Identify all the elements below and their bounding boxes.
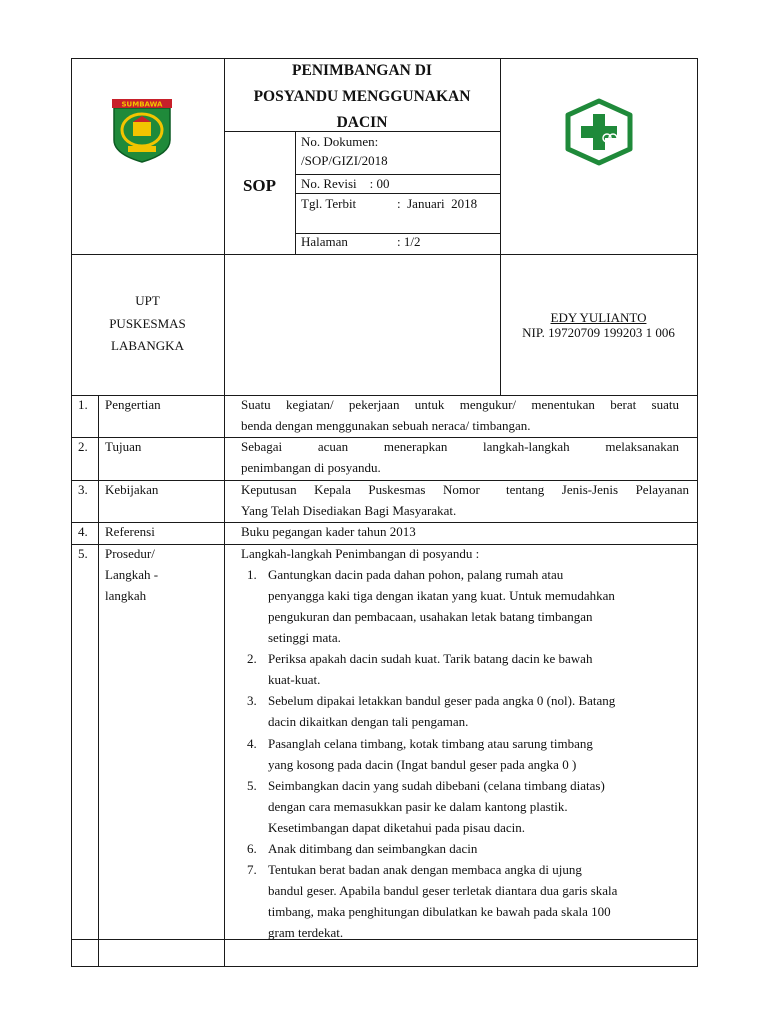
step-line: yang kosong pada dacin (Ingat bandul geser pada angka 0 ) (268, 757, 577, 772)
step-line: pengukuran dan pembacaan, usahakan letak batang timbangan (268, 609, 593, 624)
step-line: Sebelum dipakai letakkan bandul geser pada angka 0 (nol). Batang (268, 693, 616, 708)
page-label: Halaman (301, 234, 348, 249)
step-line: Pasanglah celana timbang, kotak timbang atau sarung timbang (268, 736, 593, 751)
step-line: dengan cara memasukkan pasir ke dalam kantong plastik. (268, 799, 568, 814)
step-line: Tentukan berat badan anak dengan membaca angka di ujung (268, 862, 582, 877)
revision-number: No. Revisi : 00 (301, 176, 390, 191)
title-line-3: DACIN (336, 114, 388, 131)
step-number: 3. (247, 693, 257, 708)
section-label-prosedur: langkah (105, 588, 147, 603)
step-line: penyangga kaki tiga dengan ikatan yang kuat. Untuk memudahkan (268, 588, 615, 603)
doc-number-label: No. Dokumen: (301, 134, 379, 149)
section-number: 2. (78, 439, 88, 454)
section-number: 5. (78, 546, 88, 561)
puskesmas-logo (562, 98, 636, 166)
step-number: 6. (247, 841, 257, 856)
section-number: 1. (78, 397, 88, 412)
step-line: Periksa apakah dacin sudah kuat. Tarik batang dacin ke bawah (268, 651, 593, 666)
section-number: 3. (78, 482, 88, 497)
step-number: 4. (247, 736, 257, 751)
step-line: Kesetimbangan dapat diketahui pada pisau dacin. (268, 820, 526, 835)
section-text-line: benda dengan menggunakan sebuah neraca/ timbangan. (241, 418, 531, 433)
step-line: gram terdekat. (268, 925, 344, 940)
regency-crest-icon (108, 96, 176, 164)
step-line: Gantungkan dacin pada dahan pohon, palang rumah atau (268, 567, 564, 582)
step-number: 5. (247, 778, 257, 793)
step-line: Anak ditimbang dan seimbangkan dacin (268, 841, 478, 856)
logo-banner-text: SUMBAWA (121, 100, 163, 109)
institution-name (71, 290, 224, 358)
sop-label: SOP (242, 176, 277, 195)
section-label-prosedur: Prosedur/ (105, 546, 155, 561)
signatory (500, 310, 697, 340)
issue-date-label: Tgl. Terbit (301, 196, 357, 211)
step-line: kuat-kuat. (268, 672, 321, 687)
signatory-nip: NIP. 19720709 199203 1 006 (522, 325, 675, 340)
section-text-line: penimbangan di posyandu. (241, 460, 381, 475)
step-line: Seimbangkan dacin yang sudah dibebani (celana timbang diatas) (268, 778, 605, 793)
section-text-line: Suatu kegiatan/ pekerjaan untuk mengukur/ menentukan berat suatu (241, 397, 679, 412)
step-line: setinggi mata. (268, 630, 341, 645)
doc-number-value: /SOP/GIZI/2018 (301, 153, 388, 168)
section-label-kebijakan: Kebijakan (105, 482, 159, 497)
section-label-referensi: Referensi (105, 524, 155, 539)
section-text-line: Keputusan Kepala Puskesmas Nomor tentang Jenis-Jenis Pelayanan (241, 482, 689, 497)
section-text-line: Buku pegangan kader tahun 2013 (241, 524, 416, 539)
step-line: dacin dikaitkan dengan tali pengaman. (268, 714, 469, 729)
procedure-intro: Langkah-langkah Penimbangan di posyandu : (241, 546, 480, 561)
institution-line-3: LABANGKA (111, 338, 184, 353)
institution-line-1: UPT (135, 293, 160, 308)
issue-date-value: : Januari 2018 (397, 196, 478, 211)
section-label-pengertian: Pengertian (105, 397, 161, 412)
puskesmas-cross-icon (562, 98, 636, 166)
section-number: 4. (78, 524, 88, 539)
step-number: 2. (247, 651, 257, 666)
signatory-name: EDY YULIANTO (550, 310, 647, 325)
page-value: : 1/2 (397, 234, 421, 249)
step-number: 1. (247, 567, 257, 582)
title-line-1: PENIMBANGAN DI (292, 62, 432, 79)
section-text-line: Sebagai acuan menerapkan langkah-langkah melaksanakan (241, 439, 679, 454)
step-line: timbang, maka penghitungan dibulatkan ke bawah pada skala 100 (268, 904, 611, 919)
step-line: bandul geser. Apabila bandul geser terletak diantara dua garis skala (268, 883, 618, 898)
section-label-tujuan: Tujuan (105, 439, 142, 454)
section-text-line: Yang Telah Disediakan Bagi Masyarakat. (241, 503, 457, 518)
institution-line-2: PUSKESMAS (109, 315, 186, 331)
title-line-2: POSYANDU MENGGUNAKAN (253, 88, 471, 105)
document-title (224, 58, 500, 136)
section-label-prosedur: Langkah - (105, 567, 159, 582)
regency-logo (108, 96, 176, 164)
step-number: 7. (247, 862, 257, 877)
